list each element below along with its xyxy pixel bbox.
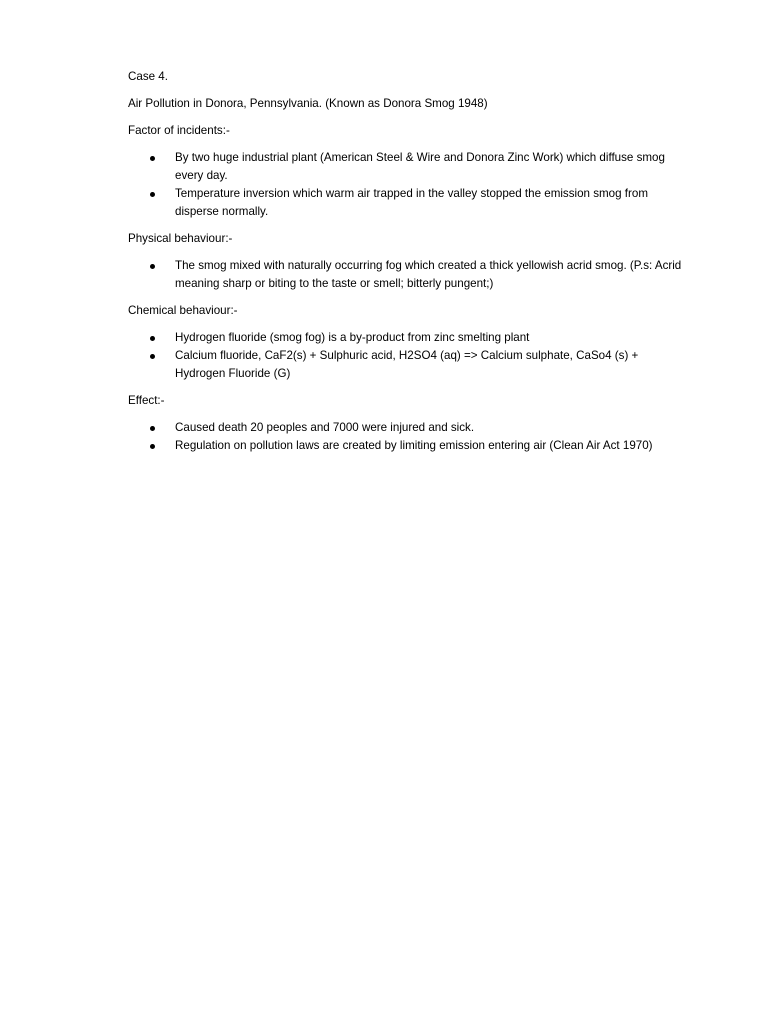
list-item [128,185,688,221]
bullet-icon [150,336,155,341]
bullet-icon [150,426,155,431]
section-heading-factors: Factor of incidents:- [128,124,230,137]
chemical-list [128,329,688,383]
list-item-text: By two huge industrial plant (American Steel & Wire and Donora Zinc Work) which diffuse smog every day. [175,151,665,182]
case-title: Case 4. [128,70,168,83]
section-heading-physical: Physical behaviour:- [128,232,233,245]
list-item [128,329,688,347]
list-item [128,149,688,185]
list-item [128,347,688,383]
list-item [128,257,688,293]
list-item-text: Temperature inversion which warm air trapped in the valley stopped the emission smog from disperse normally. [175,187,648,218]
list-item-text: Calcium fluoride, CaF2(s) + Sulphuric acid, H2SO4 (aq) => Calcium sulphate, CaSo4 (s) + Hydrogen Fluoride (G) [175,349,639,380]
section-heading-chemical: Chemical behaviour:- [128,304,238,317]
list-item-text: Hydrogen fluoride (smog fog) is a by-product from zinc smelting plant [175,331,530,344]
document-content [128,68,708,464]
list-item [128,437,688,455]
bullet-icon [150,192,155,197]
list-item-text: Caused death 20 peoples and 7000 were injured and sick. [175,421,475,434]
list-item-text: The smog mixed with naturally occurring fog which created a thick yellowish acrid smog. (P.s: Acrid meaning sharp or biting to the taste or smell; bitterly pungent;) [175,259,682,290]
effect-list [128,419,688,455]
document-subject: Air Pollution in Donora, Pennsylvania. (Known as Donora Smog 1948) [128,97,488,110]
factors-list [128,149,688,221]
section-heading-effect: Effect:- [128,394,165,407]
bullet-icon [150,156,155,161]
list-item-text: Regulation on pollution laws are created by limiting emission entering air (Clean Air Act 1970) [175,439,653,452]
bullet-icon [150,444,155,449]
list-item [128,419,688,437]
physical-list [128,257,688,293]
bullet-icon [150,354,155,359]
bullet-icon [150,264,155,269]
